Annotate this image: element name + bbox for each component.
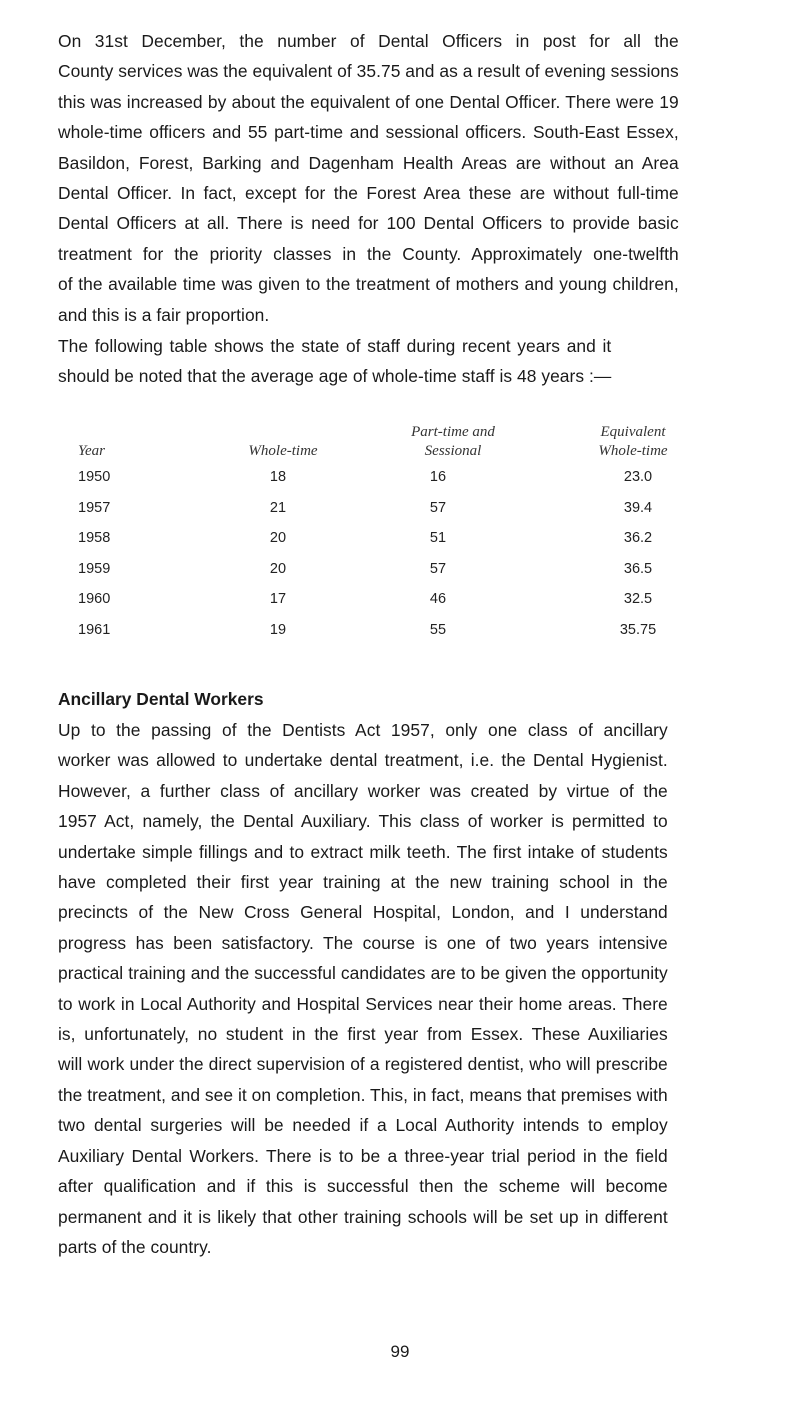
cell-equivalent: 36.2 [623, 530, 653, 546]
text-line: However, a further class of ancillary worker was created by virtue of the [58, 780, 668, 801]
text-line: should be noted that the average age of whole-time staff is 48 years :— [58, 366, 612, 387]
cell-whole-time: 20 [269, 530, 287, 546]
header-part-time-line2: Sessional [424, 443, 482, 459]
text-line: Dental Officers at all. There is need for 100 Dental Officers to provide basic [58, 213, 679, 234]
text-line: whole-time officers and 55 part-time and sessional officers. South-East Essex, [58, 122, 679, 143]
header-whole-time: Whole-time [248, 443, 318, 459]
cell-equivalent: 36.5 [623, 560, 653, 577]
cell-whole-time: 18 [269, 469, 287, 485]
text-line: after qualification and if this is successful then the scheme will become [58, 1176, 668, 1197]
header-equivalent-line2: Whole-time [598, 443, 668, 459]
paragraph-ancillary-workers [58, 715, 668, 1262]
cell-part-time: 51 [429, 530, 447, 546]
text-line: is, unfortunately, no student in the first year from Essex. These Auxiliaries [58, 1024, 668, 1045]
table-header [58, 420, 768, 460]
section-heading: Ancillary Dental Workers [58, 689, 264, 709]
text-line: Dental Officer. In fact, except for the Forest Area these are without full-time [58, 183, 679, 204]
cell-whole-time: 20 [269, 560, 287, 577]
header-part-time-line1: Part-time and [411, 424, 495, 440]
cell-part-time: 46 [429, 591, 447, 607]
header-year: Year [78, 443, 105, 459]
cell-year: 1960 [78, 591, 111, 607]
text-line: worker was allowed to undertake dental treatment, i.e. the Dental Hygienist. [58, 750, 668, 771]
cell-equivalent: 39.4 [623, 499, 653, 516]
cell-year: 1961 [78, 621, 111, 638]
paragraph-table-intro [58, 331, 611, 392]
text-line: permanent and it is likely that other training schools will be set up in different [58, 1206, 668, 1227]
text-line: The following table shows the state of staff during recent years and it [58, 336, 612, 356]
header-equivalent-line1: Equivalent [600, 424, 666, 440]
text-line: two dental surgeries will be needed if a Local Authority intends to employ [58, 1115, 668, 1136]
text-line: this was increased by about the equivalent of one Dental Officer. There were 19 [58, 91, 679, 112]
text-line: have completed their first year training at the new training school in the [58, 872, 668, 893]
text-line: Basildon, Forest, Barking and Dagenham Health Areas are without an Area [58, 152, 679, 173]
cell-whole-time: 17 [269, 591, 287, 607]
cell-part-time: 16 [429, 469, 447, 485]
cell-whole-time: 21 [269, 499, 287, 516]
text-line: of the available time was given to the treatment of mothers and young children, [58, 274, 679, 295]
text-line: Auxiliary Dental Workers. There is to be a three-year trial period in the field [58, 1145, 668, 1166]
cell-equivalent: 35.75 [619, 621, 657, 638]
text-line: to work in Local Authority and Hospital Services near their home areas. There [58, 993, 668, 1014]
text-line: parts of the country. [58, 1236, 212, 1257]
table-row [58, 615, 768, 646]
cell-whole-time: 19 [269, 621, 287, 638]
paragraph-dental-officers [58, 26, 679, 330]
cell-part-time: 57 [429, 560, 447, 577]
table-row [58, 493, 768, 524]
text-line: will work under the direct supervision of a registered dentist, who will prescribe [58, 1054, 668, 1075]
text-line: undertake simple fillings and to extract milk teeth. The first intake of students [58, 841, 668, 862]
table-row [58, 523, 768, 554]
text-line: the treatment, and see it on completion. This, in fact, means that premises with [58, 1084, 668, 1105]
cell-part-time: 57 [429, 499, 447, 516]
text-line: progress has been satisfactory. The course is one of two years intensive [58, 932, 668, 953]
cell-year: 1959 [78, 560, 111, 577]
text-line: County services was the equivalent of 35.75 and as a result of evening sessions [58, 61, 679, 82]
header-equivalent [558, 423, 708, 461]
table-row [58, 584, 768, 615]
text-line: treatment for the priority classes in the County. Approximately one-twelfth [58, 243, 679, 264]
cell-year: 1950 [78, 469, 111, 485]
cell-equivalent: 32.5 [623, 591, 653, 607]
header-part-time [378, 423, 528, 461]
text-line: 1957 Act, namely, the Dental Auxiliary. This class of worker is permitted to [58, 811, 668, 832]
text-line: practical training and the successful candidates are to be given the opportunity [58, 963, 668, 984]
cell-equivalent: 23.0 [623, 469, 653, 485]
text-line: and this is a fair proportion. [58, 304, 270, 325]
text-line: precincts of the New Cross General Hospital, London, and I understand [58, 902, 668, 923]
staff-table [58, 420, 768, 645]
cell-year: 1957 [78, 499, 111, 516]
table-row [58, 554, 768, 585]
cell-part-time: 55 [429, 621, 447, 638]
text-line: On 31st December, the number of Dental Officers in post for all the [58, 31, 679, 51]
cell-year: 1958 [78, 530, 111, 546]
table-row [58, 462, 768, 493]
page-number: 99 [390, 1342, 410, 1361]
text-line: Up to the passing of the Dentists Act 1957, only one class of ancillary [58, 720, 668, 740]
